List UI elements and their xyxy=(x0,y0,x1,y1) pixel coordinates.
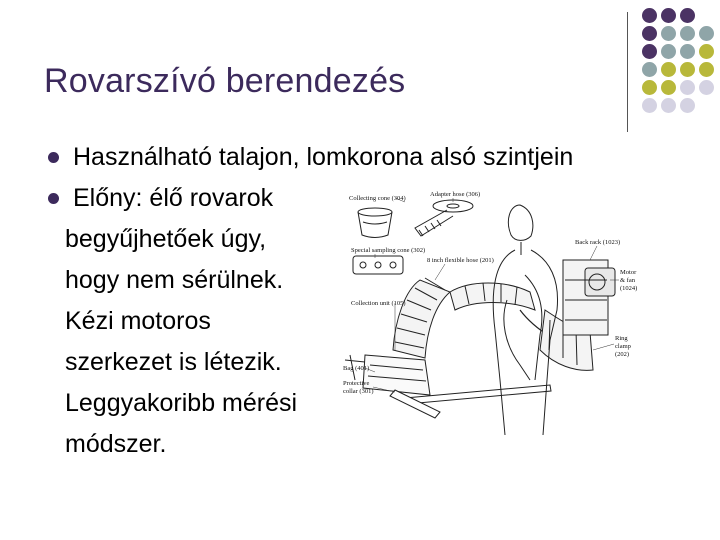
bullet-continuation-line: Kézi motoros xyxy=(65,307,211,335)
bullet-item xyxy=(44,140,644,174)
decor-dot xyxy=(661,80,676,95)
decor-dot xyxy=(699,44,714,59)
decor-dot xyxy=(680,62,695,77)
callout-ring-clamp: Ring xyxy=(615,335,628,342)
decor-dot xyxy=(661,26,676,41)
callout-motor: Motor xyxy=(620,269,637,276)
bullet-marker xyxy=(48,152,59,163)
callout-adapter-hose: Adapter hose (306) xyxy=(430,191,481,198)
decor-dot xyxy=(661,98,676,113)
bullet-marker xyxy=(48,193,59,204)
callout-sampling-cone: Special sampling cone (302) xyxy=(351,247,426,254)
decor-dot xyxy=(642,26,657,41)
decorative-divider xyxy=(627,12,628,132)
callout-protective-collar: Protective xyxy=(343,380,370,387)
bullet-continuation-line: szerkezet is létezik. xyxy=(65,348,282,376)
decor-dot xyxy=(642,8,657,23)
decor-dot xyxy=(699,26,714,41)
decor-dot xyxy=(680,80,695,95)
decor-dot xyxy=(642,98,657,113)
decorative-dot-grid xyxy=(642,8,718,128)
bullet-text: Előny: élő rovarok xyxy=(73,184,274,212)
insect-vacuum-illustration xyxy=(335,180,640,440)
callout-back-rack: Back rack (1023) xyxy=(575,239,621,246)
decor-dot xyxy=(680,98,695,113)
callout-motor: & fan xyxy=(620,277,635,284)
decor-dot xyxy=(680,8,695,23)
decor-dot xyxy=(642,80,657,95)
slide-title: Rovarszívó berendezés xyxy=(44,62,406,100)
bullet-text: Használható talajon, lomkorona alsó szintjein xyxy=(73,143,574,171)
callout-collection-unit: Collection unit (105) xyxy=(351,300,406,307)
decor-dot xyxy=(661,8,676,23)
callout-motor: (1024) xyxy=(620,285,638,292)
sampling-cone-drawing xyxy=(353,256,403,274)
adapter-hose-drawing xyxy=(415,200,473,236)
callout-protective-collar: collar (301) xyxy=(343,388,374,395)
decor-dot xyxy=(642,62,657,77)
decor-dot xyxy=(661,62,676,77)
decor-dot xyxy=(680,44,695,59)
callout-ring-clamp: (202) xyxy=(615,351,630,358)
bullet-continuation-line: Leggyakoribb mérési xyxy=(65,389,298,417)
callout-flexible-hose: 8 inch flexible hose (201) xyxy=(427,257,494,264)
decor-dot xyxy=(699,80,714,95)
back-rack-drawing xyxy=(563,260,615,335)
decor-dot xyxy=(642,44,657,59)
bullet-continuation-line: hogy nem sérülnek. xyxy=(65,266,284,294)
collecting-cone-drawing xyxy=(358,208,392,238)
callout-collecting-cone: Collecting cone (304) xyxy=(349,195,406,202)
decor-dot xyxy=(699,62,714,77)
decor-dot xyxy=(680,26,695,41)
bullet-continuation-line: módszer. xyxy=(65,430,167,458)
decor-dot xyxy=(661,44,676,59)
callout-bag: Bag (401) xyxy=(343,365,370,372)
bullet-continuation-line: begyűjhetőek úgy, xyxy=(65,225,267,253)
callout-ring-clamp: clamp xyxy=(615,343,631,350)
